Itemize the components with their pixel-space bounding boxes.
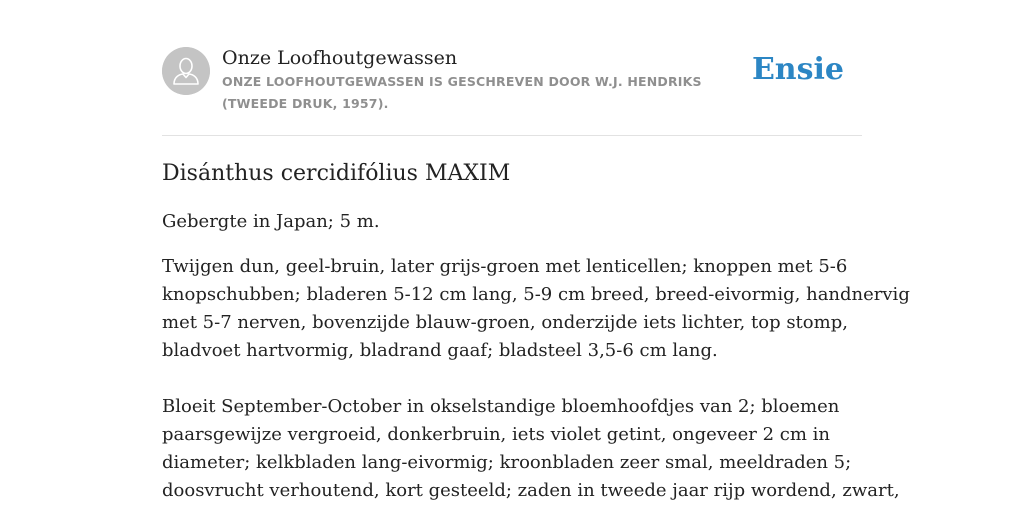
description-line: bladvoet hartvormig, bladrand gaaf; bladsteel 3,5-6 cm lang. [162, 340, 718, 361]
article [162, 157, 910, 505]
ensie-logo[interactable]: Ensie [751, 52, 844, 87]
flowering-line: Bloeit September-October in okselstandige bloemhoofdjes van 2; bloemen [162, 396, 840, 417]
avatar [162, 47, 210, 95]
header-divider [162, 135, 862, 136]
article-title: Disánthus cercidifólius MAXIM [162, 161, 511, 186]
flowering-line: doosvrucht verhoutend, kort gesteeld; zaden in tweede jaar rijp wordend, zwart, [162, 480, 900, 501]
habitat-text: Gebergte in Japan; 5 m. [162, 211, 380, 232]
flowering-line: paarsgewijze vergroeid, donkerbruin, iets violet getint, ongeveer 2 cm in [162, 424, 830, 445]
flowering-line: diameter; kelkbladen lang-eivormig; kroonbladen zeer smal, meeldraden 5; [162, 452, 852, 473]
description-line: met 5-7 nerven, bovenzijde blauw-groen, onderzijde iets lichter, top stomp, [162, 312, 848, 333]
description-line: knopschubben; bladeren 5-12 cm lang, 5-9 cm breed, breed-eivormig, handnervig [162, 284, 910, 305]
description-line: Twijgen dun, geel-bruin, later grijs-groen met lenticellen; knoppen met 5-6 [162, 256, 848, 277]
user-icon [162, 47, 210, 95]
author-header [162, 46, 862, 136]
description-paragraph [162, 253, 910, 505]
author-description: ONZE LOOFHOUTGEWASSEN IS GESCHREVEN DOOR W.J. HENDRIKS (TWEEDE DRUK, 1957). [222, 74, 702, 111]
paragraph-gap [162, 365, 862, 393]
author-name[interactable]: Onze Loofhoutgewassen [222, 47, 458, 69]
